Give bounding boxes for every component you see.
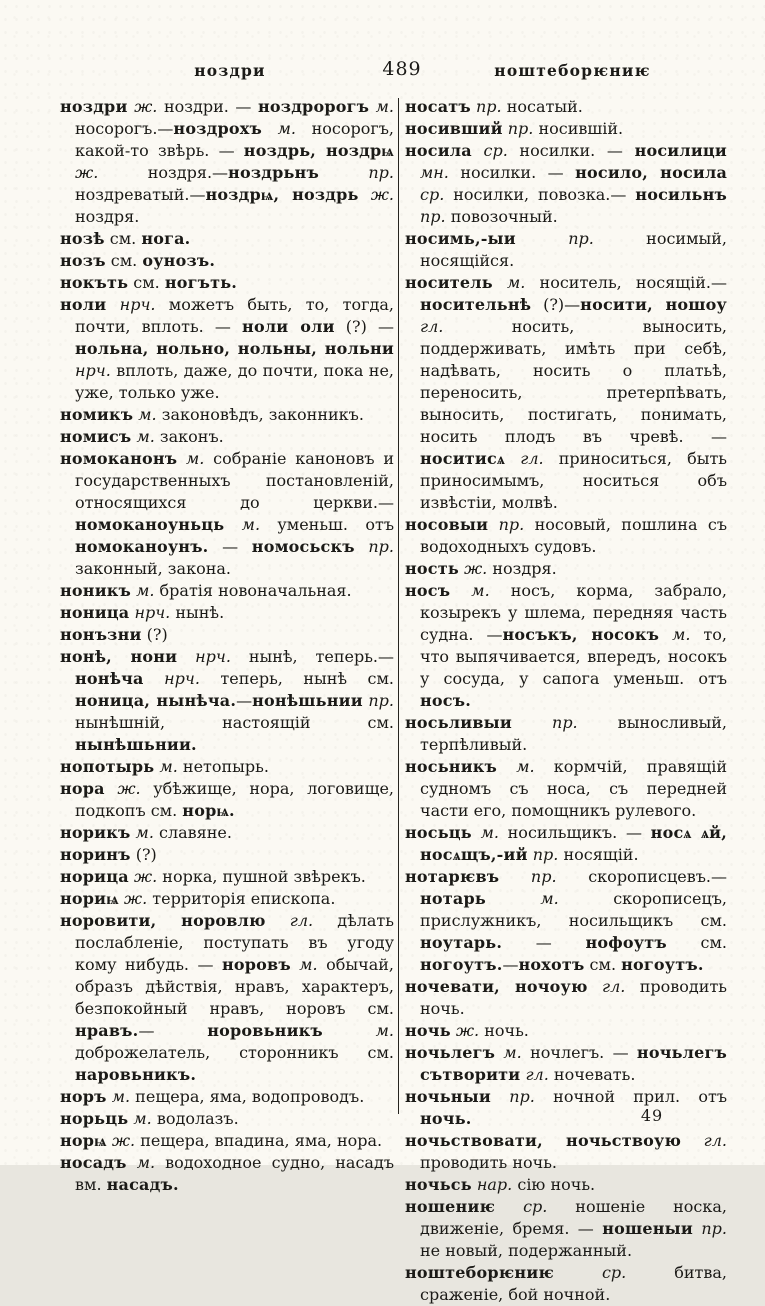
grammar-label: пр. — [488, 515, 525, 534]
headword: ноница, нынѣча. — [75, 691, 237, 710]
gloss-text: повозочный. — [445, 207, 558, 226]
grammar-label: ж. — [358, 185, 394, 204]
dictionary-entry — [405, 96, 727, 118]
grammar-label: ж. — [118, 889, 148, 908]
headword: носитисѧ — [420, 449, 506, 468]
gloss-text: не новый, подержанный. — [420, 1241, 633, 1260]
grammar-label: пр. — [499, 867, 557, 886]
headword: нозѣ — [60, 229, 105, 248]
dictionary-entry — [405, 228, 727, 272]
gloss-text: носящій. — [558, 845, 639, 864]
dictionary-entry — [60, 844, 394, 866]
dictionary-entry — [60, 1086, 394, 1108]
gloss-text: то, что выпячивается, впередъ, носокъ у сосуда, у сапога уменьш. отъ — [420, 625, 727, 688]
headword: ноздророгъ — [258, 97, 370, 116]
gloss-text: пещера, впадина, яма, нора. — [135, 1131, 383, 1150]
gloss-text: доброжелатель, сторонникъ см. — [75, 1043, 394, 1062]
dictionary-entry — [60, 448, 394, 580]
gloss-text: нынѣ. — [170, 603, 225, 622]
grammar-label: м. — [106, 1087, 131, 1106]
headword: ноли оли — [242, 317, 335, 336]
gloss-text: обычай, образъ дѣйствія, нравъ, характеръ, безпокойный нравъ, норовъ см. — [75, 955, 395, 1018]
gloss-text: теперь, нынѣ см. — [199, 669, 395, 688]
headword: носьливыи — [405, 713, 512, 732]
grammar-label: м. — [495, 1043, 522, 1062]
headword: ногъть. — [164, 273, 238, 292]
headword: нориѩ — [60, 889, 119, 908]
headword: ногоутъ. — [420, 955, 503, 974]
headword: норьць — [60, 1109, 129, 1128]
headword: ночь — [405, 1021, 451, 1040]
headword: носьць — [405, 823, 472, 842]
gloss-text: ночлегъ. — — [521, 1043, 637, 1062]
headword: номоканоуньць — [75, 515, 225, 534]
dictionary-entry — [405, 712, 727, 756]
gloss-text: ноздри. — — [157, 97, 258, 116]
gloss-text: носорогъ.— — [75, 119, 174, 138]
gloss-text: законовѣдъ, законникъ. — [156, 405, 364, 424]
headword: носильнъ — [635, 185, 727, 204]
headword: нравъ. — [75, 1021, 139, 1040]
dictionary-entry — [405, 756, 727, 822]
grammar-label: ж. — [458, 559, 488, 578]
gloss-text: носилки. — — [448, 163, 576, 182]
headword: ногоутъ. — [621, 955, 704, 974]
headword: норъ — [60, 1087, 107, 1106]
gloss-text: носорогъ, какой-то звѣрь. — — [75, 119, 395, 160]
gloss-text: ночной прил. отъ — [534, 1087, 728, 1106]
headword: нонѣча — [75, 669, 144, 688]
running-head — [0, 58, 765, 84]
running-head-left-word: ноздри — [194, 61, 266, 80]
dictionary-entry — [60, 1108, 394, 1130]
dictionary-entry — [60, 778, 394, 822]
headword: ноздрѩ, ноздрь — [205, 185, 359, 204]
gloss-text: убѣжище, нора, логовище, подкопъ см. — [75, 779, 395, 820]
gloss-text: ночь. — [479, 1021, 529, 1040]
grammar-label: нрч. — [143, 669, 200, 688]
gloss-text: приноситься, быть приносимымъ, носиться объ извѣстіи, молвѣ. — [420, 449, 728, 512]
headword: нотарь — [420, 889, 486, 908]
gloss-text: (?) — [130, 845, 157, 864]
gloss-text: см. — [666, 933, 728, 952]
headword: носъ — [405, 581, 451, 600]
grammar-label: ж. — [127, 97, 158, 116]
grammar-label: м. — [177, 449, 205, 468]
headword: нынѣшьнии. — [75, 735, 197, 754]
grammar-label: м. — [261, 119, 296, 138]
gloss-text: ношеніе носка, движеніе, бремя. — — [420, 1197, 727, 1238]
headword: нонѣшьнии — [252, 691, 363, 710]
dictionary-entry — [60, 272, 394, 294]
dictionary-entry — [405, 976, 727, 1020]
headword: нога. — [141, 229, 191, 248]
dictionary-entry — [60, 624, 394, 646]
grammar-label: м. — [154, 757, 178, 776]
grammar-label: пр. — [420, 207, 446, 226]
headword: ноздрь, ноздрѩ — [243, 141, 394, 160]
headword: норикъ — [60, 823, 131, 842]
dictionary-entry — [60, 888, 394, 910]
headword: нонѣ, нони — [60, 647, 178, 666]
gloss-text: законъ. — [154, 427, 224, 446]
gloss-text: пещера, яма, водопроводъ. — [130, 1087, 365, 1106]
grammar-label: пр. — [362, 691, 394, 710]
gloss-text: сію ночь. — [512, 1175, 596, 1194]
headword: ноздрьнъ — [228, 163, 319, 182]
dictionary-entry — [405, 1262, 727, 1306]
gloss-text: ноздря. — [487, 559, 557, 578]
gloss-text: нетопырь. — [177, 757, 269, 776]
headword: норовити, норовлю — [60, 911, 266, 930]
gloss-text: (?) — [141, 625, 168, 644]
grammar-label: м. — [471, 823, 499, 842]
gloss-text: ноздреватый.— — [75, 185, 206, 204]
page-number: 489 — [382, 58, 422, 80]
dictionary-entry — [405, 822, 727, 866]
grammar-label: гл. — [505, 449, 544, 468]
headword: ночьлегъ — [405, 1043, 496, 1062]
grammar-label: ж. — [106, 1131, 136, 1150]
grammar-label: м. — [130, 823, 154, 842]
headword: носити, ношоу — [580, 295, 727, 314]
dictionary-entry — [405, 1174, 727, 1196]
gloss-text: вплоть, даже, до почти, пока не, уже, только уже. — [75, 361, 394, 402]
gloss-text: ноздря.— — [98, 163, 229, 182]
grammar-label: нрч. — [106, 295, 156, 314]
dictionary-entry — [405, 272, 727, 514]
grammar-label: м. — [131, 427, 155, 446]
gloss-text: — — [138, 1021, 208, 1040]
gloss-text: носившій. — [533, 119, 624, 138]
signature-sheet-number: 49 — [640, 1106, 664, 1125]
grammar-label: пр. — [490, 1087, 535, 1106]
gloss-text: водоходное судно, насадъ вм. — [75, 1153, 395, 1194]
headword: носило, носила — [575, 163, 728, 182]
dictionary-entry — [405, 1196, 727, 1262]
headword: норинъ — [60, 845, 131, 864]
grammar-label: м. — [492, 273, 526, 292]
dictionary-entry — [60, 602, 394, 624]
grammar-label: пр. — [692, 1219, 727, 1238]
grammar-label: пр. — [354, 537, 395, 556]
gloss-text: (?)— — [531, 295, 581, 314]
gloss-text: носъ, корма, забрало, козырекъ у шлема, передняя часть судна. — — [420, 581, 727, 644]
grammar-label: м. — [290, 955, 318, 974]
gloss-text: скорописцевъ.— — [556, 867, 728, 886]
dictionary-entry — [60, 646, 394, 756]
grammar-label: пр. — [515, 229, 594, 248]
gloss-text: кормчій, правящій судномъ съ носа, съ передней части его, помощникъ рулевого. — [420, 757, 727, 820]
headword: нонъзни — [60, 625, 142, 644]
gloss-text: (?) — — [334, 317, 394, 336]
headword: нопотырь — [60, 757, 155, 776]
headword: носадъ — [60, 1153, 127, 1172]
grammar-label: м. — [128, 1109, 152, 1128]
dictionary-entry — [60, 404, 394, 426]
gloss-text: носить, выносить, поддерживать, имѣть при себѣ, надѣвать, носить о платьѣ, переносить, претерпѣвать, выносить, постигать, понимать, носить плодъ въ чревѣ. — — [420, 317, 727, 446]
headword: норѩ — [60, 1131, 107, 1150]
headword: номоканоунъ. — [75, 537, 209, 556]
grammar-label: м. — [369, 97, 394, 116]
grammar-label: гл. — [265, 911, 314, 930]
grammar-label: гл. — [420, 317, 444, 336]
grammar-label: м. — [322, 1021, 394, 1040]
dictionary-entry — [60, 866, 394, 888]
gloss-text: дѣлать послабленіе, поступать въ угоду кому нибудь. — — [75, 911, 394, 974]
grammar-label: м. — [224, 515, 261, 534]
gloss-text: проводить ночь. — [420, 977, 728, 1018]
gloss-text: ночевать. — [548, 1065, 636, 1084]
headword: ночь. — [420, 1109, 472, 1128]
gloss-text: носовый, пошлина съ водоходныхъ судовъ. — [420, 515, 727, 556]
gloss-text: см. — [105, 251, 143, 270]
headword: номикъ — [60, 405, 134, 424]
gloss-text: нынѣшній, настоящій см. — [75, 713, 394, 732]
left-column — [60, 96, 394, 1196]
gloss-text: носилки. — — [507, 141, 635, 160]
grammar-label: м. — [450, 581, 490, 600]
grammar-label: м. — [485, 889, 559, 908]
grammar-label: ж. — [128, 867, 158, 886]
headword: нотарѥвъ — [405, 867, 500, 886]
headword: ношениѥ — [405, 1197, 496, 1216]
headword: носилици — [634, 141, 727, 160]
headword: носѧ ѧй, носѧщъ,-ий — [420, 823, 728, 864]
headword: номисъ — [60, 427, 132, 446]
headword: насадъ. — [106, 1175, 179, 1194]
headword: ночьствовати, ночьствоую — [405, 1131, 682, 1150]
dictionary-entry — [405, 514, 727, 558]
grammar-label: ср. — [554, 1263, 627, 1282]
dictionary-entry — [60, 1152, 394, 1196]
dictionary-entry — [405, 558, 727, 580]
gloss-text: носитель, носящій.— — [525, 273, 728, 292]
headword: нофоутъ — [585, 933, 667, 952]
grammar-label: пр. — [511, 713, 578, 732]
gloss-text: носилки, повозка.— — [444, 185, 636, 204]
gloss-text: уменьш. отъ — [260, 515, 394, 534]
gloss-text: нынѣ, теперь.— — [230, 647, 394, 666]
grammar-label: нрч. — [129, 603, 171, 622]
running-head-right-word: ноштеборѥниѥ — [494, 61, 651, 80]
grammar-label: нрч. — [177, 647, 231, 666]
gloss-text: проводить ночь. — [420, 1153, 558, 1172]
grammar-label: ср. — [471, 141, 508, 160]
headword: ноздрохъ — [173, 119, 262, 138]
headword: ноштеборѥниѥ — [405, 1263, 555, 1282]
dictionary-entry — [60, 96, 394, 228]
dictionary-entry — [405, 1020, 727, 1042]
dictionary-entry — [405, 1042, 727, 1086]
headword: носовыи — [405, 515, 489, 534]
grammar-label: мн. — [420, 163, 449, 182]
headword: норѩ. — [182, 801, 235, 820]
gloss-text: норка, пушной звѣрекъ. — [157, 867, 366, 886]
gloss-text: см. — [584, 955, 622, 974]
grammar-label: пр. — [527, 845, 559, 864]
grammar-label: нар. — [471, 1175, 513, 1194]
dictionary-entry — [60, 910, 394, 1086]
grammar-label: ср. — [495, 1197, 548, 1216]
grammar-label: ср. — [420, 185, 445, 204]
gloss-text: битва, сраженіе, бой ночной. — [420, 1263, 727, 1304]
dictionary-entry — [60, 756, 394, 778]
headword: ночьсь — [405, 1175, 472, 1194]
grammar-label: пр. — [470, 97, 502, 116]
headword: номоканонъ — [60, 449, 178, 468]
headword: ноли — [60, 295, 107, 314]
gloss-text: носатый. — [501, 97, 583, 116]
grammar-label: м. — [126, 1153, 156, 1172]
headword: номосьскъ — [251, 537, 355, 556]
dictionary-entry — [60, 580, 394, 602]
dictionary-entry — [405, 866, 727, 976]
gloss-text: — — [236, 691, 253, 710]
grammar-label: м. — [133, 405, 157, 424]
headword: оунозъ. — [142, 251, 216, 270]
headword: носивший — [405, 119, 503, 138]
headword: ношеныи — [602, 1219, 693, 1238]
grammar-label: гл. — [587, 977, 626, 996]
headword: носъ. — [420, 691, 471, 710]
headword: ночьлегъ сътворити — [420, 1043, 728, 1084]
gloss-text: территорія епископа. — [147, 889, 336, 908]
gloss-text: братія новоначальная. — [154, 581, 352, 600]
grammar-label: ж. — [104, 779, 141, 798]
gloss-text: скорописецъ, прислужникъ, носильщикъ см. — [420, 889, 727, 930]
gloss-text: носимый, носящійся. — [420, 229, 727, 270]
dictionary-entry — [60, 228, 394, 250]
headword: норица — [60, 867, 129, 886]
grammar-label: гл. — [681, 1131, 727, 1150]
headword: нора — [60, 779, 105, 798]
grammar-label: пр. — [502, 119, 534, 138]
gloss-text: выносливый, терпѣливый. — [420, 713, 727, 754]
headword: ноница — [60, 603, 130, 622]
headword: ночевати, ночоую — [405, 977, 588, 996]
headword: нохотъ — [518, 955, 585, 974]
grammar-label: м. — [131, 581, 155, 600]
gloss-text: собраніе каноновъ и государственныхъ постановленій, относящихся до церкви.— — [75, 449, 394, 512]
gloss-text: ноздря. — [75, 207, 140, 226]
dictionary-entry — [60, 1130, 394, 1152]
headword: носъкъ, носокъ — [502, 625, 660, 644]
headword: носатъ — [405, 97, 471, 116]
headword: ноздри — [60, 97, 128, 116]
grammar-label: нрч. — [75, 361, 111, 380]
headword: ность — [405, 559, 459, 578]
dictionary-entry — [405, 1130, 727, 1174]
headword: наровьникъ. — [75, 1065, 197, 1084]
gloss-text: носильщикъ. — — [498, 823, 651, 842]
dictionary-entry — [60, 822, 394, 844]
gloss-text: — — [502, 955, 519, 974]
gloss-text: законный, закона. — [75, 559, 231, 578]
dictionary-entry — [405, 580, 727, 712]
gloss-text: см. — [104, 229, 142, 248]
headword: носитель — [405, 273, 493, 292]
dictionary-entry — [405, 118, 727, 140]
headword: носимь,-ыи — [405, 229, 516, 248]
headword: норовьникъ — [207, 1021, 323, 1040]
headword: ноникъ — [60, 581, 131, 600]
headword: ночьныи — [405, 1087, 491, 1106]
dictionary-entry — [405, 140, 727, 228]
headword: носьникъ — [405, 757, 497, 776]
headword: нокъть — [60, 273, 129, 292]
gloss-text: — — [208, 537, 252, 556]
headword: нольна, нольно, нольны, нольни — [75, 339, 394, 358]
grammar-label: м. — [659, 625, 691, 644]
grammar-label: гл. — [520, 1065, 549, 1084]
gloss-text: см. — [128, 273, 165, 292]
dictionary-entry — [60, 294, 394, 404]
gloss-text: можетъ быть, то, тогда, почти, вплоть. — — [75, 295, 394, 336]
dictionary-entry — [60, 426, 394, 448]
headword: норовъ — [221, 955, 291, 974]
gloss-text: водолазъ. — [151, 1109, 239, 1128]
headword: ноутарь. — [420, 933, 503, 952]
grammar-label: м. — [497, 757, 535, 776]
grammar-label: ж. — [450, 1021, 480, 1040]
column-divider-rule — [398, 98, 399, 1114]
headword: нозъ — [60, 251, 106, 270]
grammar-label: ж. — [75, 163, 99, 182]
headword: носительнѣ — [420, 295, 532, 314]
gloss-text: славяне. — [153, 823, 232, 842]
gloss-text: — — [502, 933, 586, 952]
headword: носила — [405, 141, 472, 160]
dictionary-entry — [60, 250, 394, 272]
grammar-label: пр. — [318, 163, 394, 182]
